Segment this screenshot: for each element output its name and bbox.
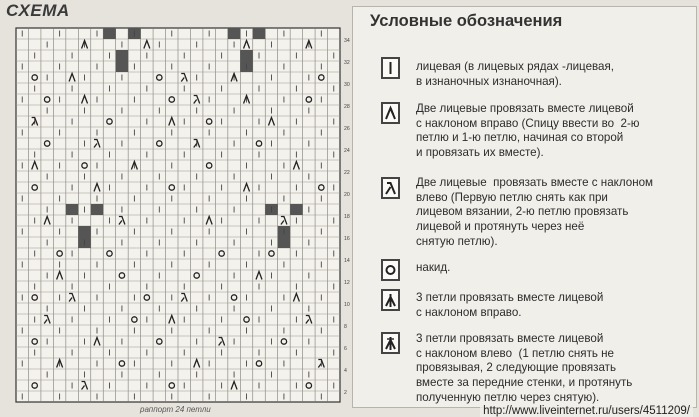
yarn-over-mark bbox=[44, 97, 49, 102]
no-stitch-cell bbox=[228, 28, 240, 39]
row-number: 6 bbox=[344, 346, 347, 352]
row-number: 10 bbox=[344, 302, 350, 308]
yarn-over-mark bbox=[206, 119, 211, 124]
legend-title: Условные обозначения bbox=[370, 12, 563, 30]
row-number: 34 bbox=[344, 38, 350, 44]
row-number: 16 bbox=[344, 236, 350, 242]
yarn-over-mark bbox=[107, 119, 112, 124]
row-number: 22 bbox=[344, 170, 350, 176]
no-stitch-cell bbox=[240, 50, 252, 61]
yarn-over-icon bbox=[381, 259, 400, 281]
no-stitch-cell bbox=[91, 204, 103, 215]
no-stitch-cell bbox=[103, 28, 115, 39]
legend-item-text: Две лицевые провязать вместе с наклоном влево (Первую петлю снять как при лицевом вязании, 2-ю петлю провязать лицевой и протянуть через неё снятую петлю). bbox=[416, 176, 654, 248]
k2tog-right-icon bbox=[381, 102, 400, 124]
yarn-over-mark bbox=[169, 97, 174, 102]
yarn-over-mark bbox=[157, 339, 162, 344]
legend-item-text: накид. bbox=[416, 261, 451, 274]
yarn-over-mark bbox=[107, 251, 112, 256]
row-number: 12 bbox=[344, 280, 350, 286]
yarn-over-mark bbox=[206, 163, 211, 168]
legend-item-text: 3 петли провязать вместе лицевой с наклоном влево (1 петлю снять не провязывая, 2 следующие провязать вместе за передние стенки, и протянуть полученную петлю через снятую). bbox=[416, 332, 633, 404]
yarn-over-mark bbox=[32, 75, 37, 80]
yarn-over-mark bbox=[169, 383, 174, 388]
yarn-over-mark bbox=[281, 339, 286, 344]
yarn-over-mark bbox=[132, 317, 137, 322]
row-number: 14 bbox=[344, 258, 350, 264]
repeat-label: раппорт 24 петли bbox=[140, 405, 211, 414]
no-stitch-cell bbox=[66, 204, 78, 215]
legend-item-text: Две лицевые провязать вместе лицевой с наклоном вправо (Спицу ввести во 2-ю петлю и 1-ю петлю, начиная со второй и провязать их вместе). bbox=[416, 102, 640, 160]
yarn-over-mark bbox=[57, 251, 62, 256]
yarn-over-mark bbox=[144, 295, 149, 300]
yarn-over-mark bbox=[219, 251, 224, 256]
k2tog-left-icon bbox=[381, 177, 400, 199]
yarn-over-mark bbox=[256, 361, 261, 366]
row-number: 30 bbox=[344, 82, 350, 88]
no-stitch-cell bbox=[290, 204, 302, 215]
yarn-over-mark bbox=[269, 251, 274, 256]
row-number: 18 bbox=[344, 214, 350, 220]
yarn-over-mark bbox=[319, 75, 324, 80]
yarn-over-mark bbox=[32, 295, 37, 300]
yarn-over-mark bbox=[157, 75, 162, 80]
yarn-over-mark bbox=[306, 383, 311, 388]
legend-item-text: 3 петли провязать вместе лицевой с наклоном вправо. bbox=[416, 291, 604, 319]
yarn-over-mark bbox=[32, 185, 37, 190]
yarn-over-mark bbox=[231, 295, 236, 300]
row-number: 24 bbox=[344, 148, 350, 154]
row-number: 4 bbox=[344, 368, 347, 374]
row-number: 26 bbox=[344, 126, 350, 132]
yarn-over-mark bbox=[119, 361, 124, 366]
row-number: 20 bbox=[344, 192, 350, 198]
yarn-over-mark bbox=[256, 141, 261, 146]
yarn-over-mark bbox=[44, 141, 49, 146]
yarn-over-mark bbox=[119, 273, 124, 278]
legend-panel bbox=[352, 6, 697, 408]
k3tog-right-icon bbox=[381, 289, 400, 311]
yarn-over-mark bbox=[32, 339, 37, 344]
k3tog-left-icon bbox=[381, 332, 400, 354]
no-stitch-cell bbox=[116, 50, 128, 61]
yarn-over-mark bbox=[82, 163, 87, 168]
legend-item-text: лицевая (в лицевых рядах -лицевая, в изнаночных изнаночная). bbox=[416, 60, 614, 88]
no-stitch-cell bbox=[78, 226, 90, 237]
row-number: 28 bbox=[344, 104, 350, 110]
yarn-over-mark bbox=[157, 141, 162, 146]
row-number: 32 bbox=[344, 60, 350, 66]
yarn-over-mark bbox=[32, 383, 37, 388]
knit-stitch-icon bbox=[381, 57, 400, 79]
row-number: 8 bbox=[344, 324, 347, 330]
yarn-over-mark bbox=[169, 185, 174, 190]
yarn-over-mark bbox=[319, 185, 324, 190]
no-stitch-cell bbox=[116, 61, 128, 72]
row-number: 2 bbox=[344, 390, 347, 396]
yarn-over-mark bbox=[244, 317, 249, 322]
watermark-url: http://www.liveinternet.ru/users/4511209/ bbox=[480, 405, 693, 417]
yarn-over-mark bbox=[306, 97, 311, 102]
chart-title: СХЕМА bbox=[6, 1, 70, 20]
no-stitch-cell bbox=[253, 28, 265, 39]
yarn-over-mark bbox=[194, 273, 199, 278]
no-stitch-cell bbox=[278, 237, 290, 248]
